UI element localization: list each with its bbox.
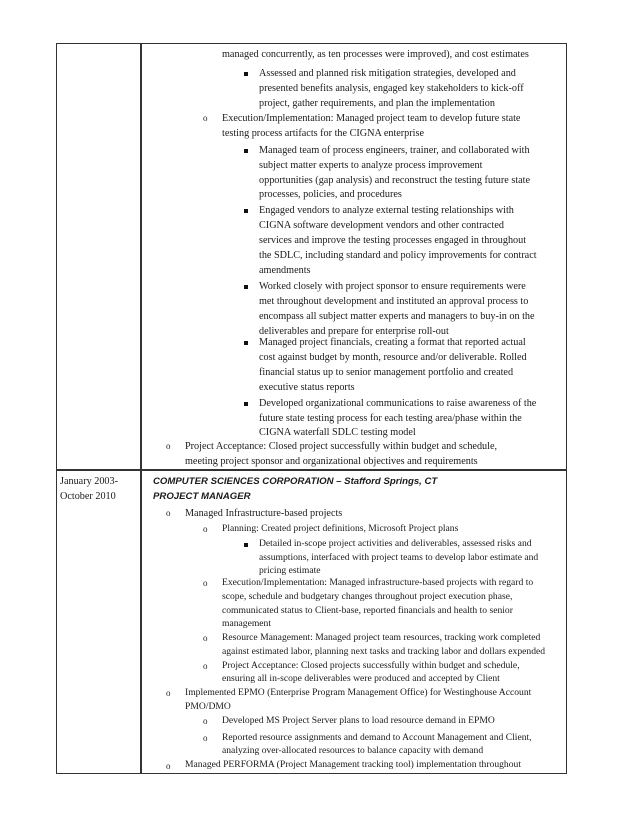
table-right-border [566, 43, 567, 774]
resource-text: against estimated labor, planning next tasks and tracking labor and dollars expended [222, 646, 546, 657]
table-top-border [56, 43, 567, 44]
continued-text: managed concurrently, as ten processes were improved), and cost estimates [222, 49, 529, 60]
acceptance-text: Project Acceptance: Closed project successfully within budget and schedule, [185, 441, 498, 452]
bullet-text: Assessed and planned risk mitigation strategies, developed and [259, 68, 516, 79]
circle-bullet: o [166, 688, 171, 698]
bullet-text: opportunities (gap analysis) and reconstruct the testing future state [259, 175, 531, 186]
bullet-text: Engaged vendors to analyze external testing relationships with [259, 205, 514, 216]
infra-text: Managed Infrastructure-based projects [185, 508, 343, 519]
bullet-text: deliverables and prepare for enterprise roll-out [259, 326, 449, 337]
circle-bullet: o [203, 578, 208, 588]
bullet-text: the SDLC, including standard and policy improvements for contract [259, 250, 537, 261]
bullet-text: future state testing process for each testing area/phase within the [259, 413, 522, 424]
bullet-text: assumptions, interfaced with project teams to develop labor estimate and [259, 552, 539, 563]
bullet-text: CIGNA waterfall SDLC testing model [259, 427, 416, 438]
reported-text: Reported resource assignments and demand to Account Management and Client, [222, 732, 532, 743]
bullet-text: subject matter experts to analyze process improvement [259, 160, 483, 171]
circle-bullet: o [166, 508, 171, 518]
execution-text: Execution/Implementation: Managed infrastructure-based projects with regard to [222, 577, 534, 588]
bullet-text: project, gather requirements, and plan the implementation [259, 98, 495, 109]
circle-bullet: o [166, 761, 171, 771]
bullet-text: met throughout development and instituted an approval process to [259, 296, 529, 307]
bullet-text: Managed project financials, creating a format that reported actual [259, 337, 526, 348]
bullet-text: amendments [259, 265, 311, 276]
execution-text: Execution/Implementation: Managed project team to develop future state [222, 113, 521, 124]
table-column-divider [140, 43, 142, 774]
square-bullet [244, 72, 248, 76]
table-bottom-border [56, 773, 567, 774]
square-bullet [244, 209, 248, 213]
bullet-text: pricing estimate [259, 565, 321, 576]
table-left-border [56, 43, 57, 774]
bullet-text: Developed organizational communications to raise awareness of the [259, 398, 537, 409]
bullet-text: CIGNA software development vendors and other contracted [259, 220, 504, 231]
execution-text: scope, schedule and budgetary changes throughout project execution phase, [222, 591, 513, 602]
performa-text: Managed PERFORMA (Project Management tracking tool) implementation throughout [185, 759, 521, 770]
bullet-text: cost against budget by month, resource and/or deliverable. Rolled [259, 352, 527, 363]
table-row-divider [56, 469, 567, 471]
square-bullet [244, 149, 248, 153]
circle-bullet: o [203, 113, 208, 123]
epmo-text: Implemented EPMO (Enterprise Program Management Office) for Westinghouse Account [185, 687, 532, 698]
bullet-text: encompass all subject matter experts and managers to buy-in on the [259, 311, 535, 322]
circle-bullet: o [203, 733, 208, 743]
company-heading: COMPUTER SCIENCES CORPORATION – Stafford Springs, CT [153, 476, 438, 487]
acceptance-text: Project Acceptance: Closed projects successfully within budget and schedule, [222, 660, 520, 671]
server-text: Developed MS Project Server plans to load resource demand in EPMO [222, 715, 495, 726]
bullet-text: Managed team of process engineers, trainer, and collaborated with [259, 145, 530, 156]
square-bullet [244, 402, 248, 406]
bullet-text: processes, policies, and procedures [259, 189, 402, 200]
execution-text: testing process artifacts for the CIGNA enterprise [222, 128, 424, 139]
bullet-text: financial status up to senior management portfolio and created [259, 367, 514, 378]
bullet-text: Detailed in-scope project activities and deliverables, assessed risks and [259, 538, 532, 549]
circle-bullet: o [203, 716, 208, 726]
circle-bullet: o [203, 633, 208, 643]
bullet-text: presented benefits analysis, engaged key stakeholders to kick-off [259, 83, 524, 94]
epmo-text: PMO/DMO [185, 701, 231, 712]
date-range-start: January 2003- [60, 476, 118, 487]
square-bullet [244, 341, 248, 345]
execution-text: communicated status to Client-base, reported financials and health to senior [222, 605, 513, 616]
bullet-text: Worked closely with project sponsor to ensure requirements were [259, 281, 526, 292]
execution-text: management [222, 618, 272, 629]
resource-text: Resource Management: Managed project team resources, tracking work completed [222, 632, 541, 643]
square-bullet [244, 543, 248, 547]
circle-bullet: o [166, 441, 171, 451]
square-bullet [244, 285, 248, 289]
planning-text: Planning: Created project definitions, Microsoft Project plans [222, 523, 459, 534]
date-range-end: October 2010 [60, 491, 116, 502]
acceptance-text: ensuring all in-scope deliverables were produced and accepted by Client [222, 673, 500, 684]
bullet-text: services and improve the testing processes engaged in throughout [259, 235, 527, 246]
bullet-text: executive status reports [259, 382, 355, 393]
circle-bullet: o [203, 524, 208, 534]
circle-bullet: o [203, 661, 208, 671]
job-title: PROJECT MANAGER [153, 491, 251, 502]
reported-text: analyzing over-allocated resources to balance capacity with demand [222, 745, 484, 756]
acceptance-text: meeting project sponsor and organizational objectives and requirements [185, 456, 478, 467]
